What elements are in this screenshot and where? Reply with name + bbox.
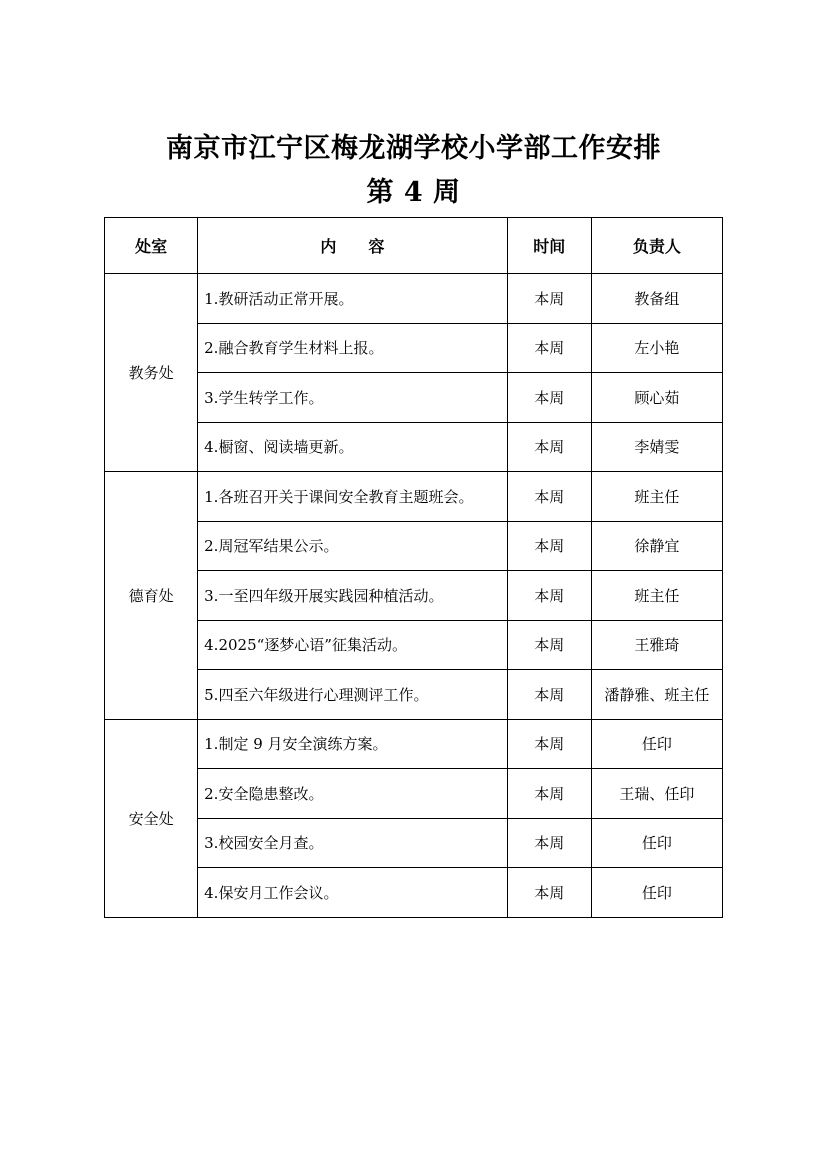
content-cell: 3.学生转学工作。 bbox=[198, 373, 508, 423]
content-cell: 4.橱窗、阅读墙更新。 bbox=[198, 422, 508, 472]
header-time: 时间 bbox=[507, 218, 591, 274]
time-cell: 本周 bbox=[507, 620, 591, 670]
owner-cell: 徐静宜 bbox=[591, 521, 722, 571]
table-row bbox=[105, 769, 723, 819]
time-cell: 本周 bbox=[507, 571, 591, 621]
dept-cell: 安全处 bbox=[105, 719, 198, 917]
owner-cell: 任印 bbox=[591, 868, 722, 918]
owner-cell: 左小艳 bbox=[591, 323, 722, 373]
header-owner: 负责人 bbox=[591, 218, 722, 274]
time-cell: 本周 bbox=[507, 422, 591, 472]
dept-cell: 德育处 bbox=[105, 472, 198, 720]
time-cell: 本周 bbox=[507, 719, 591, 769]
time-cell: 本周 bbox=[507, 818, 591, 868]
time-cell: 本周 bbox=[507, 769, 591, 819]
table-row bbox=[105, 620, 723, 670]
content-cell: 4.2025“逐梦心语”征集活动。 bbox=[198, 620, 508, 670]
content-cell: 1.制定 9 月安全演练方案。 bbox=[198, 719, 508, 769]
header-dept: 处室 bbox=[105, 218, 198, 274]
table-row bbox=[105, 571, 723, 621]
table-header-row bbox=[105, 218, 723, 274]
time-cell: 本周 bbox=[507, 521, 591, 571]
time-cell: 本周 bbox=[507, 670, 591, 720]
table-row bbox=[105, 472, 723, 522]
table-row bbox=[105, 868, 723, 918]
time-cell: 本周 bbox=[507, 274, 591, 324]
owner-cell: 班主任 bbox=[591, 571, 722, 621]
content-cell: 5.四至六年级进行心理测评工作。 bbox=[198, 670, 508, 720]
week-label: 第 4 周 bbox=[366, 177, 461, 208]
table-row bbox=[105, 422, 723, 472]
content-cell: 3.一至四年级开展实践园种植活动。 bbox=[198, 571, 508, 621]
time-cell: 本周 bbox=[507, 868, 591, 918]
owner-cell: 任印 bbox=[591, 719, 722, 769]
time-cell: 本周 bbox=[507, 373, 591, 423]
dept-cell: 教务处 bbox=[105, 274, 198, 472]
owner-cell: 任印 bbox=[591, 818, 722, 868]
table-row bbox=[105, 818, 723, 868]
table-row bbox=[105, 719, 723, 769]
owner-cell: 王雅琦 bbox=[591, 620, 722, 670]
content-cell: 1.教研活动正常开展。 bbox=[198, 274, 508, 324]
content-cell: 2.周冠军结果公示。 bbox=[198, 521, 508, 571]
time-cell: 本周 bbox=[507, 472, 591, 522]
content-cell: 2.融合教育学生材料上报。 bbox=[198, 323, 508, 373]
schedule-table bbox=[104, 217, 723, 918]
owner-cell: 李婧雯 bbox=[591, 422, 722, 472]
header-content: 内 容 bbox=[198, 218, 508, 274]
time-cell: 本周 bbox=[507, 323, 591, 373]
content-cell: 3.校园安全月查。 bbox=[198, 818, 508, 868]
content-cell: 2.安全隐患整改。 bbox=[198, 769, 508, 819]
owner-cell: 教备组 bbox=[591, 274, 722, 324]
table-row bbox=[105, 274, 723, 324]
table-row bbox=[105, 521, 723, 571]
table-row bbox=[105, 670, 723, 720]
owner-cell: 班主任 bbox=[591, 472, 722, 522]
document-title: 南京市江宁区梅龙湖学校小学部工作安排 bbox=[166, 133, 661, 164]
content-cell: 4.保安月工作会议。 bbox=[198, 868, 508, 918]
owner-cell: 潘静雅、班主任 bbox=[591, 670, 722, 720]
table-row bbox=[105, 373, 723, 423]
table-row bbox=[105, 323, 723, 373]
owner-cell: 顾心茹 bbox=[591, 373, 722, 423]
owner-cell: 王瑞、任印 bbox=[591, 769, 722, 819]
content-cell: 1.各班召开关于课间安全教育主题班会。 bbox=[198, 472, 508, 522]
